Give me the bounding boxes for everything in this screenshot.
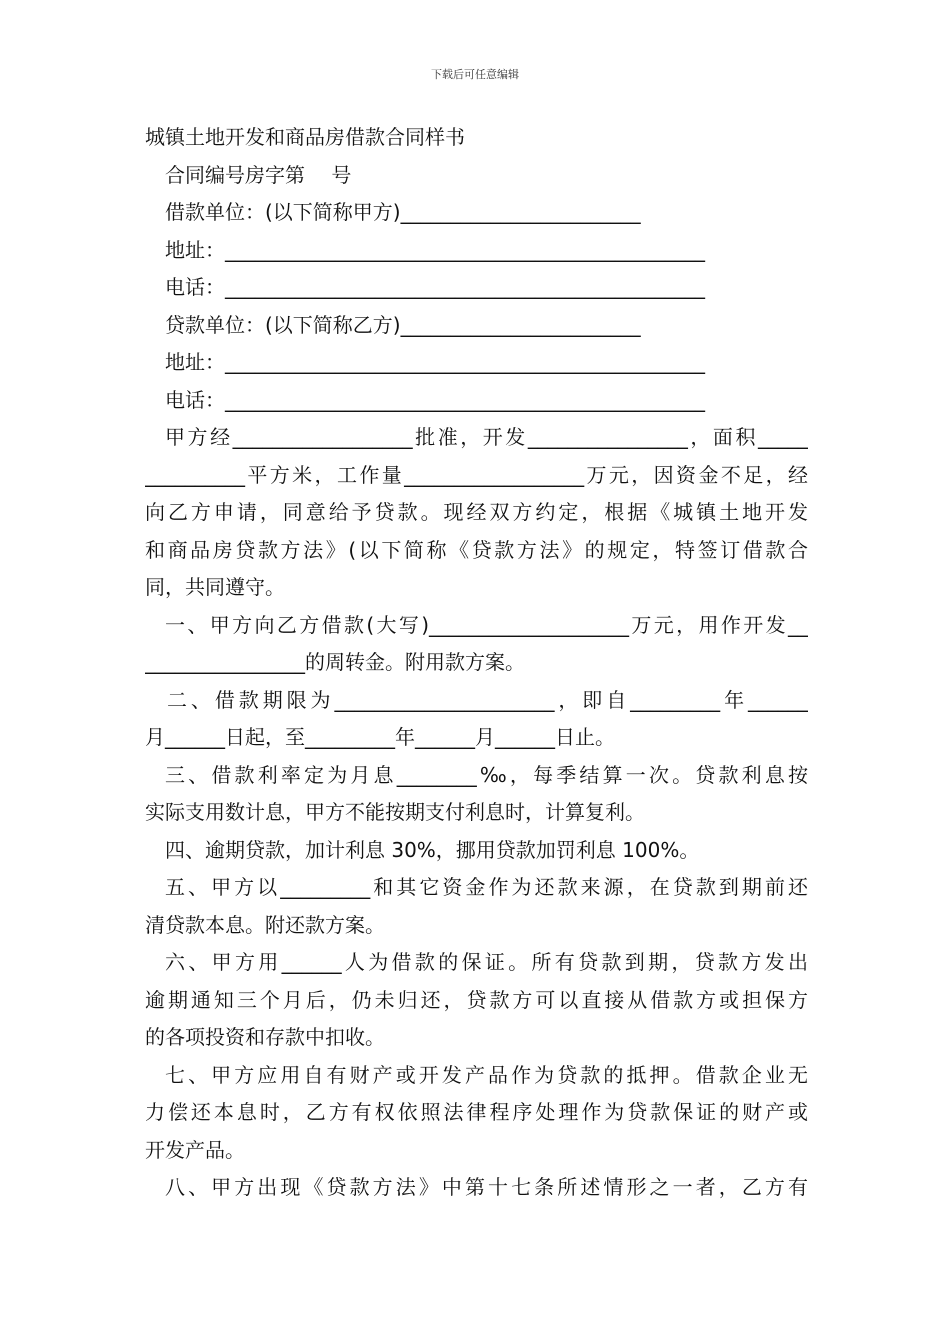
document-line: 向乙方申请，同意给予贷款。现经双方约定，根据《城镇土地开发	[145, 500, 808, 524]
document-line: ________________的周转金。附用款方案。	[145, 650, 525, 674]
document-line: 一、甲方向乙方借款(大写)____________________万元，用作开发__	[165, 612, 808, 637]
document-line: 甲方经__________________批准，开发________________，面积_____	[165, 425, 808, 449]
document-line: 五、甲方以_________和其它资金作为还款来源，在贷款到期前还	[165, 875, 808, 899]
document-line: 七、甲方应用自有财产或开发产品作为贷款的抵押。借款企业无	[165, 1062, 808, 1087]
contract-body	[145, 119, 808, 1207]
document-line: 贷款单位：(以下简称乙方)________________________	[165, 312, 641, 337]
document-line: 开发产品。	[145, 1137, 245, 1162]
document-line: 八、甲方出现《贷款方法》中第十七条所述情形之一者，乙方有	[165, 1175, 808, 1199]
document-line: 力偿还本息时，乙方有权依照法律程序处理作为贷款保证的财产或	[145, 1100, 808, 1124]
document-title: 城镇土地开发和商品房借款合同样书	[145, 125, 465, 149]
document-line: 借款单位：(以下简称甲方)________________________	[165, 200, 641, 224]
document-line: 地址：________________________________________________	[165, 237, 705, 262]
document-line: 逾期通知三个月后，仍未归还，贷款方可以直接从借款方或担保方	[145, 987, 808, 1012]
document-line: 电话：________________________________________________	[165, 275, 705, 299]
document-line: __________平方米，工作量__________________万元，因资金不足，经	[145, 462, 808, 487]
document-line: 同，共同遵守。	[145, 575, 285, 599]
document-line: 实际支用数计息，甲方不能按期支付利息时，计算复利。	[145, 800, 645, 824]
document-line: 六、甲方用______人为借款的保证。所有贷款到期，贷款方发出	[165, 950, 808, 974]
document-line: 电话：________________________________________________	[165, 387, 705, 412]
document-line: 二、借款期限为______________________，即自_________年______	[167, 687, 808, 712]
document-line: 四、逾期贷款，加计利息 30%，挪用贷款加罚利息 100%。	[165, 837, 700, 862]
document-line: 和商品房贷款方法》(以下简称《贷款方法》的规定，特签订借款合	[145, 537, 808, 562]
document-line: 地址：________________________________________________	[165, 350, 705, 374]
document-line: 的各项投资和存款中扣收。	[145, 1025, 385, 1049]
document-line: 月______日起，至_________年______月______日止。	[145, 725, 615, 749]
page-header-note: 下载后可任意编辑	[431, 68, 519, 81]
document-line: 清贷款本息。附还款方案。	[145, 912, 385, 937]
document-line: 三、借款利率定为月息________‰，每季结算一次。贷款利息按	[165, 762, 808, 787]
document-line: 合同编号房字第 号	[165, 162, 352, 187]
